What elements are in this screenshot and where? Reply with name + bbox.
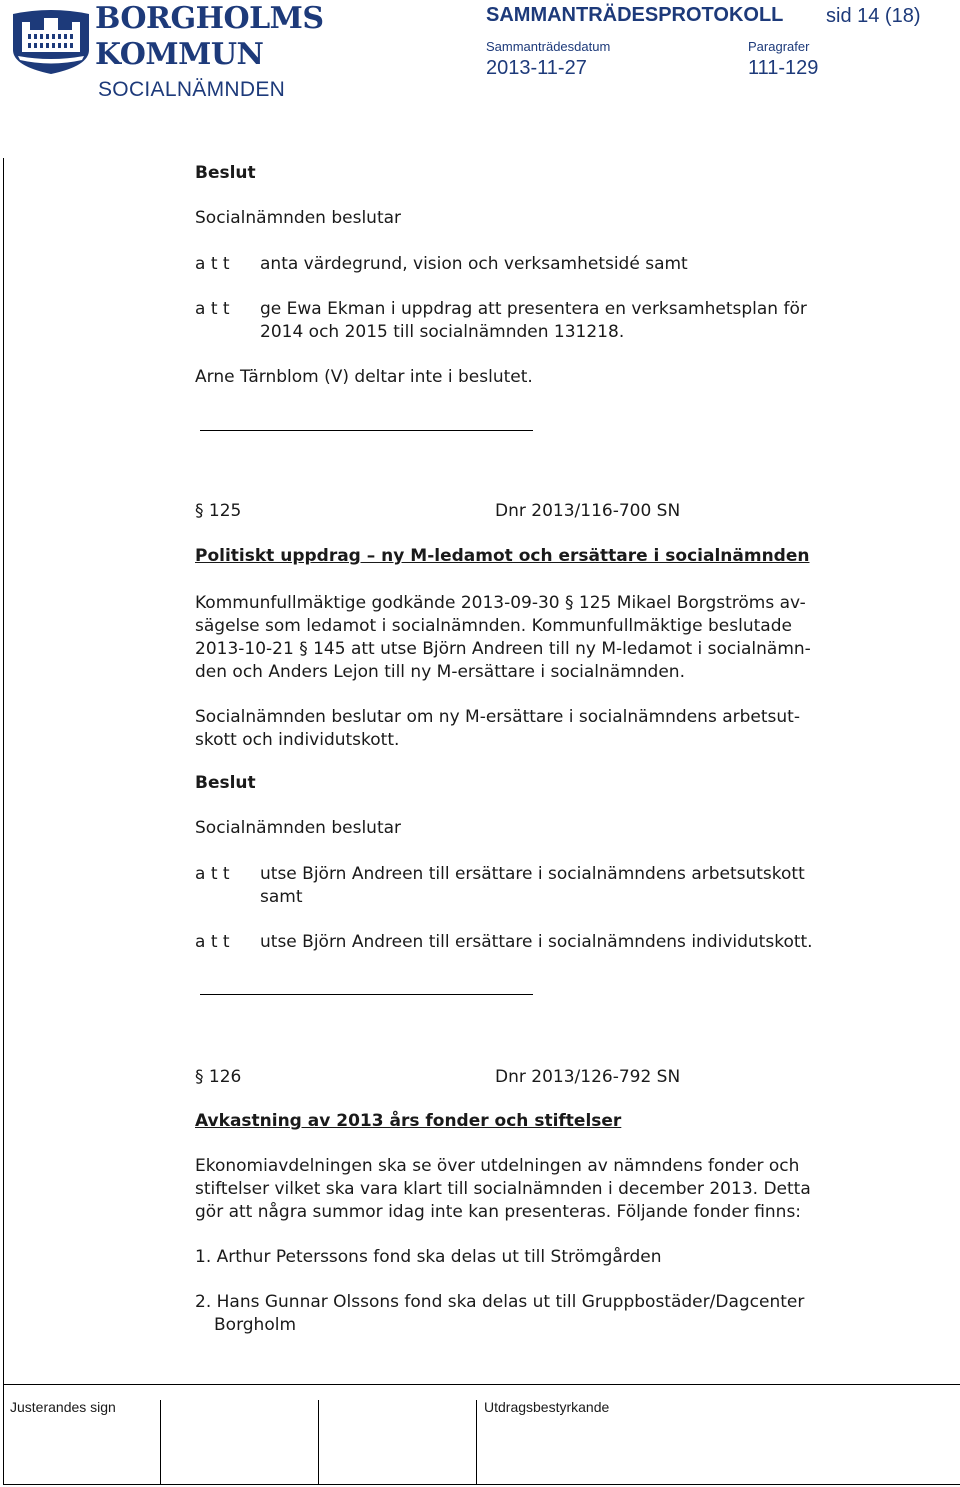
att-prefix: a t t: [195, 932, 230, 952]
body-line: gör att några summor idag inte kan presenteras. Följande fonder finns:: [195, 1202, 802, 1222]
extract-certification-label: Utdragsbestyrkande: [484, 1399, 610, 1415]
meeting-date-label: Sammanträdesdatum: [486, 39, 611, 54]
committee-name: SOCIALNÄMNDEN: [98, 78, 286, 101]
att-prefix: a t t: [195, 254, 230, 274]
section-title: Avkastning av 2013 års fonder och stiftelser: [195, 1111, 622, 1131]
decision-intro: Socialnämnden beslutar: [195, 818, 402, 838]
body-line: 2013-10-21 § 145 att utse Björn Andreen till ny M-ledamot i socialnämn-: [195, 639, 811, 659]
signature-box-divider: [476, 1400, 477, 1484]
body-line: den och Anders Lejon till ny M-ersättare i socialnämnden.: [195, 662, 685, 682]
meeting-date-value: 2013-11-27: [486, 57, 587, 79]
section-title: Politiskt uppdrag – ny M-ledamot och ersättare i socialnämnden: [195, 546, 810, 566]
signature-box-divider: [160, 1400, 161, 1484]
section-separator: [200, 430, 533, 431]
decision-intro: Socialnämnden beslutar: [195, 208, 402, 228]
decision-item-cont: 2014 och 2015 till socialnämnden 131218.: [260, 322, 625, 342]
section-sign-icon: §: [195, 1067, 204, 1087]
section-separator: [200, 994, 533, 995]
paragraphs-value: 111-129: [748, 57, 819, 79]
footer-top-line: [3, 1384, 960, 1385]
signature-box-divider: [318, 1400, 319, 1484]
paragraphs-label: Paragrafer: [748, 39, 810, 54]
list-item: 2. Hans Gunnar Olssons fond ska delas ut till Gruppbostäder/Dagcenter: [195, 1292, 805, 1312]
decision-item: utse Björn Andreen till ersättare i socialnämndens arbetsutskott: [260, 864, 805, 884]
decision-heading: Beslut: [195, 773, 256, 793]
case-number: Dnr 2013/116-700 SN: [495, 501, 681, 521]
signature-label: Justerandes sign: [10, 1399, 116, 1415]
footer-bottom-line: [3, 1484, 960, 1485]
list-item-cont: Borgholm: [214, 1315, 297, 1335]
decision-item: ge Ewa Ekman i uppdrag att presentera en verksamhetsplan för: [260, 299, 807, 319]
body-line: Socialnämnden beslutar om ny M-ersättare i socialnämndens arbetsut-: [195, 707, 800, 727]
paragraph-number: [195, 500, 241, 523]
paragraph-number: [195, 1066, 241, 1089]
list-item: 1. Arthur Peterssons fond ska delas ut till Strömgården: [195, 1247, 662, 1267]
body-line: Ekonomiavdelningen ska se över utdelningen av nämndens fonder och: [195, 1156, 800, 1176]
decision-note: Arne Tärnblom (V) deltar inte i beslutet.: [195, 367, 533, 387]
att-prefix: a t t: [195, 299, 230, 319]
decision-item: anta värdegrund, vision och verksamhetsidé samt: [260, 254, 688, 274]
castle-logo-icon: [10, 4, 92, 76]
section-sign-icon: §: [299, 639, 308, 659]
decision-heading: Beslut: [195, 163, 256, 183]
org-name-line2: KOMMUN: [95, 37, 264, 72]
body-line: skott och individutskott.: [195, 730, 400, 750]
body-line: Kommunfullmäktige godkände 2013-09-30 § 125 Mikael Borgströms av-: [195, 593, 806, 613]
body-line: sägelse som ledamot i socialnämnden. Kommunfullmäktige beslutade: [195, 616, 792, 636]
body-line: stiftelser vilket ska vara klart till socialnämnden i december 2013. Detta: [195, 1179, 811, 1199]
att-prefix: a t t: [195, 864, 230, 884]
section-sign-icon: §: [195, 501, 204, 521]
document-title: SAMMANTRÄDESPROTOKOLL: [486, 4, 784, 26]
decision-item-cont: samt: [260, 887, 303, 907]
decision-item: utse Björn Andreen till ersättare i socialnämndens individutskott.: [260, 932, 813, 952]
section-sign-icon: §: [565, 593, 574, 613]
page-number: sid 14 (18): [826, 5, 921, 27]
case-number: Dnr 2013/126-792 SN: [495, 1067, 681, 1087]
org-name-line1: BORGHOLMS: [95, 1, 324, 36]
paragraph-number-value: 125: [208, 501, 242, 521]
paragraph-number-value: 126: [208, 1067, 242, 1087]
left-margin-line: [3, 158, 4, 1484]
